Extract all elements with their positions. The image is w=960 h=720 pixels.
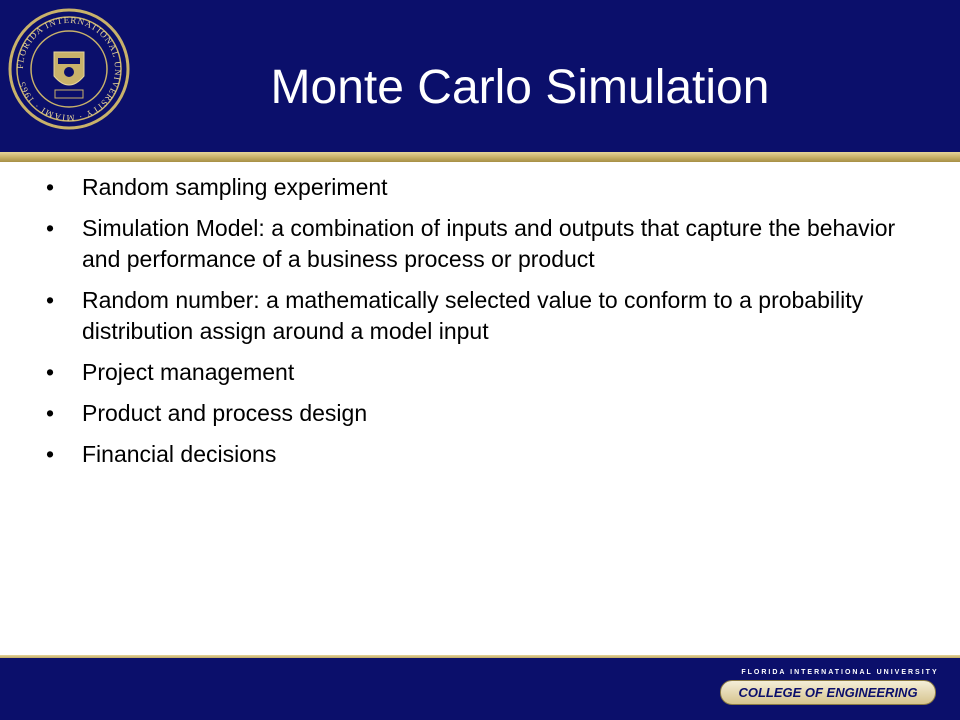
bullet-text: Random sampling experiment (82, 174, 388, 200)
badge-university-text: FLORIDA INTERNATIONAL UNIVERSITY (741, 669, 939, 676)
bullet-text: Product and process design (82, 400, 368, 426)
bullet-item (0, 213, 960, 275)
seal-ring-text: FLORIDA INTERNATIONAL UNIVERSITY · MIAMI · 1965 (14, 14, 124, 124)
bullet-dot: • (46, 359, 55, 385)
bullet-item (0, 439, 960, 470)
bullet-list (0, 172, 960, 470)
badge-college-text: COLLEGE OF ENGINEERING (738, 685, 918, 700)
bullet-dot: • (46, 287, 55, 313)
bullet-dot: • (46, 441, 55, 467)
bullet-item (0, 285, 960, 347)
slide-title: Monte Carlo Simulation (270, 61, 770, 114)
bullet-dot: • (46, 400, 55, 426)
bullet-dot: • (46, 174, 55, 200)
bullet-text: Financial decisions (82, 441, 277, 467)
college-of-engineering-badge (720, 669, 950, 709)
bullet-text: Random number: a mathematically selected value to conform to a probability distribution assign around a model input (82, 287, 864, 344)
bullet-item (0, 357, 960, 388)
bullet-text: Simulation Model: a combination of inputs and outputs that capture the behavior and performance of a business process or product (82, 215, 896, 272)
slide-body (0, 172, 960, 480)
bullet-dot: • (46, 215, 55, 241)
badge-pill (720, 680, 936, 705)
bullet-text: Project management (82, 359, 295, 385)
bullet-item (0, 398, 960, 429)
bullet-item (0, 172, 960, 203)
header-gold-rule (0, 152, 960, 162)
university-seal-logo (8, 8, 130, 130)
